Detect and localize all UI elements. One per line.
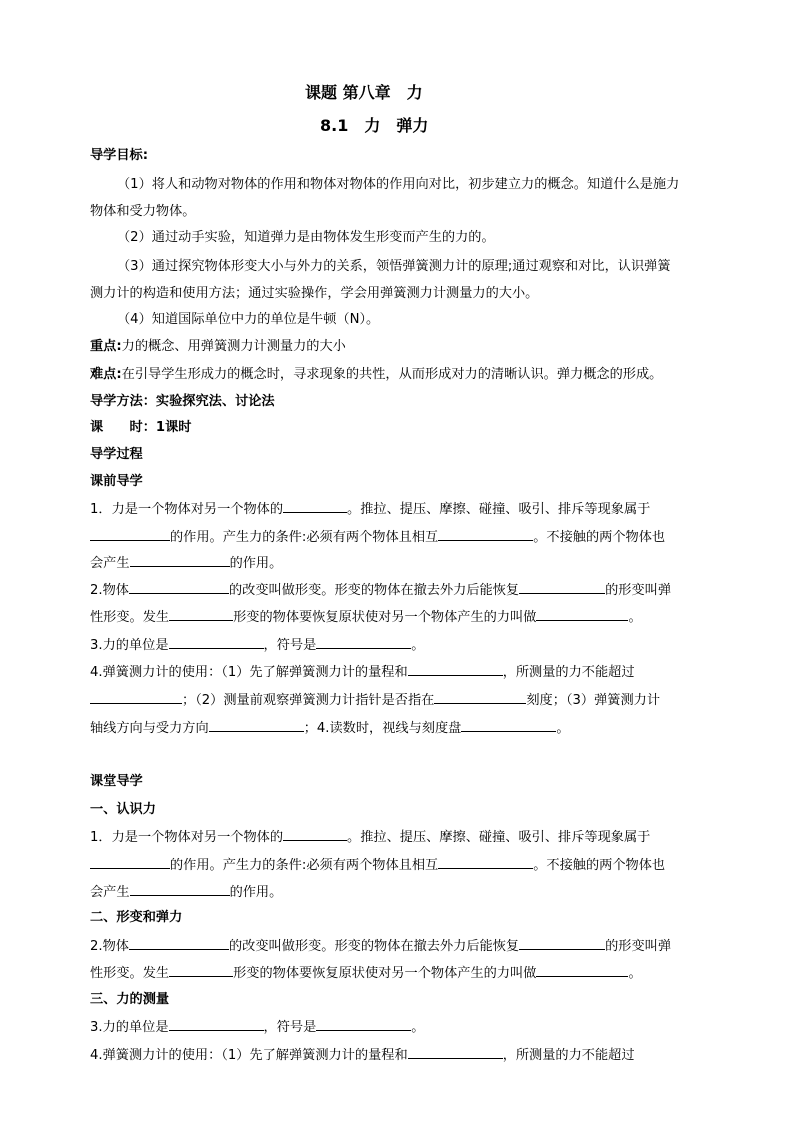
- pre-class-heading: 课前导学: [90, 474, 143, 489]
- text-run: 2.物体: [90, 939, 129, 954]
- pre-q4-line-1: [90, 662, 635, 683]
- goal-2: （2）通过动手实验，知道弹力是由物体发生形变而产生的力的。: [117, 230, 495, 245]
- class-q2-line-2: [90, 963, 642, 984]
- fill-blank[interactable]: [438, 855, 533, 869]
- text-run: 性形变。发生: [90, 966, 170, 981]
- goal-3-line-1: （3）通过探究物体形变大小与外力的关系，领悟弹簧测力计的原理;通过观察和对比，认识弹簧: [117, 259, 671, 274]
- goal-4: （4）知道国际单位中力的单位是牛顿（N）。: [117, 312, 380, 327]
- text-run: 的作用。产生力的条件:必须有两个物体且相互: [170, 858, 439, 873]
- fill-blank[interactable]: [130, 882, 230, 896]
- fill-blank[interactable]: [283, 499, 347, 513]
- class-q4-line-1: [90, 1045, 635, 1066]
- fill-blank[interactable]: [434, 690, 526, 704]
- pre-q2-line-1: [90, 580, 671, 601]
- pre-q2-line-2: [90, 607, 642, 628]
- fill-blank[interactable]: [408, 1045, 503, 1059]
- text-run: 的作用。产生力的条件:必须有两个物体且相互: [170, 530, 439, 545]
- fill-blank[interactable]: [519, 580, 605, 594]
- section-2-heading: 二、形变和弹力: [90, 910, 183, 925]
- fill-blank[interactable]: [90, 527, 170, 541]
- text-run: 的改变叫做形变。形变的物体在撤去外力后能恢复: [228, 939, 520, 954]
- page-title: 课题 第八章 力: [305, 83, 423, 102]
- text-run: ，所测量的力不能超过: [502, 665, 635, 680]
- text-run: ；4.读数时，视线与刻度盘: [303, 721, 462, 736]
- text-run: 。: [628, 610, 642, 625]
- class-q1-line-1: [90, 827, 650, 848]
- text-run: 。不接触的两个物体也: [533, 530, 666, 545]
- class-q1-line-2: [90, 855, 665, 876]
- fill-blank[interactable]: [536, 963, 628, 977]
- fill-blank[interactable]: [209, 718, 304, 732]
- pre-q1-line-2: [90, 527, 665, 548]
- fill-blank[interactable]: [169, 1017, 264, 1031]
- fill-blank[interactable]: [169, 607, 233, 621]
- fill-blank[interactable]: [90, 690, 182, 704]
- class-q3: [90, 1017, 424, 1038]
- class-q1-line-3: [90, 882, 282, 903]
- section-3-heading: 三、力的测量: [90, 992, 170, 1007]
- text-run: ；（2）测量前观察弹簧测力计指针是否指在: [182, 693, 435, 708]
- fill-blank[interactable]: [316, 635, 411, 649]
- goal-1-line-2: 物体和受力物体。: [90, 204, 196, 219]
- text-run: ，所测量的力不能超过: [502, 1048, 635, 1063]
- text-run: 的作用。: [229, 885, 283, 900]
- keypoint-label: 重点:: [90, 339, 122, 354]
- difficulty-line: [90, 365, 662, 385]
- text-run: 4.弹簧测力计的使用：（1）先了解弹簧测力计的量程和: [90, 1048, 408, 1063]
- fill-blank[interactable]: [169, 963, 233, 977]
- fill-blank[interactable]: [438, 527, 533, 541]
- text-run: 。: [411, 638, 425, 653]
- text-run: 。: [628, 966, 642, 981]
- fill-blank[interactable]: [316, 1017, 411, 1031]
- text-run: 会产生: [90, 885, 130, 900]
- difficulty-text: 在引导学生形成力的概念时，寻求现象的共性，从而形成对力的清晰认识。弹力概念的形成。: [121, 367, 663, 382]
- page-subtitle: 8.1 力 弹力: [320, 116, 429, 135]
- text-run: 的改变叫做形变。形变的物体在撤去外力后能恢复: [228, 583, 520, 598]
- period-line: 课 时：1课时: [90, 420, 192, 435]
- keypoint-text: 力的概念、用弹簧测力计测量力的大小: [121, 339, 346, 354]
- in-class-heading: 课堂导学: [90, 774, 143, 789]
- text-run: 刻度；（3）弹簧测力计: [526, 693, 661, 708]
- text-run: 3.力的单位是: [90, 638, 169, 653]
- text-run: 4.弹簧测力计的使用：（1）先了解弹簧测力计的量程和: [90, 665, 408, 680]
- fill-blank[interactable]: [90, 855, 170, 869]
- text-run: 2.物体: [90, 583, 129, 598]
- pre-q4-line-3: [90, 718, 570, 739]
- pre-q4-line-2: [90, 690, 660, 711]
- text-run: 1．力是一个物体对另一个物体的: [90, 830, 284, 845]
- pre-q1-line-1: [90, 499, 650, 520]
- text-run: 性形变。发生: [90, 610, 170, 625]
- goals-heading: 导学目标:: [90, 148, 149, 163]
- text-run: 的形变叫弹: [605, 583, 672, 598]
- section-1-heading: 一、认识力: [90, 802, 156, 817]
- text-run: 会产生: [90, 556, 130, 571]
- method-line: 导学方法：实验探究法、讨论法: [90, 394, 275, 409]
- pre-q1-line-3: [90, 553, 282, 574]
- difficulty-label: 难点:: [90, 367, 122, 382]
- pre-q3: [90, 635, 424, 656]
- goal-1-line-1: （1）将人和动物对物体的作用和物体对物体的作用向对比，初步建立力的概念。知道什么是施力: [117, 177, 680, 192]
- text-run: 。: [556, 721, 570, 736]
- text-run: 。推拉、提压、摩擦、碰撞、吸引、排斥等现象属于: [347, 830, 651, 845]
- fill-blank[interactable]: [169, 635, 264, 649]
- text-run: 。推拉、提压、摩擦、碰撞、吸引、排斥等现象属于: [347, 502, 651, 517]
- text-run: 3.力的单位是: [90, 1020, 169, 1035]
- goal-3-line-2: 测力计的构造和使用方法；通过实验操作，学会用弹簧测力计测量力的大小。: [90, 286, 539, 301]
- text-run: 。: [411, 1020, 425, 1035]
- text-run: ，符号是: [263, 638, 317, 653]
- text-run: 。不接触的两个物体也: [533, 858, 666, 873]
- text-run: 1．力是一个物体对另一个物体的: [90, 502, 284, 517]
- process-heading: 导学过程: [90, 447, 143, 462]
- fill-blank[interactable]: [408, 662, 503, 676]
- text-run: 的形变叫弹: [605, 939, 672, 954]
- text-run: 轴线方向与受力方向: [90, 721, 209, 736]
- fill-blank[interactable]: [130, 553, 230, 567]
- text-run: 的作用。: [229, 556, 283, 571]
- fill-blank[interactable]: [461, 718, 556, 732]
- fill-blank[interactable]: [129, 580, 229, 594]
- fill-blank[interactable]: [536, 607, 628, 621]
- text-run: 形变的物体要恢复原状使对另一个物体产生的力叫做: [233, 966, 537, 981]
- fill-blank[interactable]: [129, 936, 229, 950]
- fill-blank[interactable]: [519, 936, 605, 950]
- keypoint-line: [90, 337, 346, 357]
- fill-blank[interactable]: [283, 827, 347, 841]
- text-run: 形变的物体要恢复原状使对另一个物体产生的力叫做: [233, 610, 537, 625]
- class-q2-line-1: [90, 936, 671, 957]
- text-run: ，符号是: [263, 1020, 317, 1035]
